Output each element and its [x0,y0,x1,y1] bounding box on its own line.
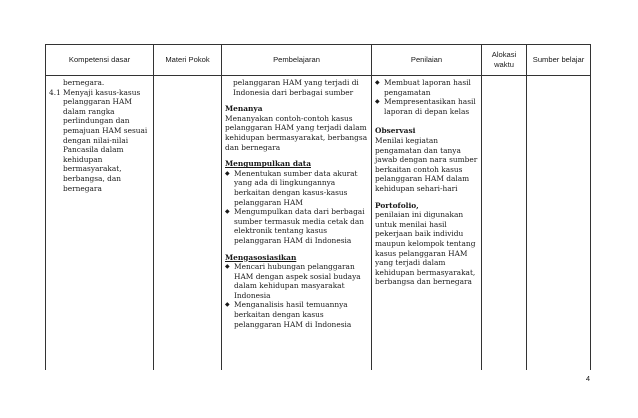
header-materi: Materi Pokok [154,45,222,76]
bullet-icon: ◆ [225,263,230,271]
alokasi-cell [482,76,527,371]
penilaian-cell [372,76,482,371]
sumber-cell [527,76,591,371]
bullet-icon: ◆ [375,98,380,106]
pembelajaran-cell [222,76,372,371]
mengasosiasikan-title: Mengasosiasikan [225,252,297,262]
kompetensi-continuation: bernegara. [63,78,105,87]
penilaian-item: ◆ Mempresentasikan hasil laporan di depan kelas [375,97,476,116]
header-sumber: Sumber belajar [527,45,591,76]
menanya-text: Menanyakan contoh-contoh kasus pelanggaran HAM yang terjadi dalam kehidupan bermasyarakat, berbangsa dan bernegara [225,113,368,152]
portofolio-text: penilaian ini digunakan untuk menilai hasil pekerjaan baik individu maupun kelompok tentang kasus pelanggaran HAM yang terjadi dalam kehidupan bermasyarakat, berbangsa dan bernegara [375,210,476,287]
bullet-icon: ◆ [225,301,230,309]
mengumpulkan-item: ◆ Menentukan sumber data akurat yang ada di lingkungannya berkaitan dengan kasus-kasus pelanggaran HAM [225,168,358,207]
mengumpulkan-title: Mengumpulkan data [225,159,311,169]
materi-cell [154,76,222,371]
header-pembelajaran: Pembelajaran [222,45,372,76]
mengasosiasikan-item: ◆ Mencari hubungan pelanggaran HAM dengan aspek sosial budaya dalam kehidupan masyarakat Indonesia [225,262,361,300]
kompetensi-number: 4.1 [49,87,61,97]
kompetensi-cell [46,76,154,371]
kompetensi-item [49,88,150,194]
bullet-icon: ◆ [375,79,380,86]
observasi-title: Observasi [375,126,416,136]
page-number: 4 [585,374,590,383]
bullet-icon: ◆ [225,208,230,216]
mengasosiasikan-item: ◆ Menganalisis hasil temuannya berkaitan dengan kasus pelanggaran HAM di Indonesia [225,300,352,329]
penilaian-item: ◆ Membuat laporan hasil pengamatan [375,78,471,97]
pembelajaran-intro: pelanggaran HAM yang terjadi di Indonesia dari berbagai sumber [233,78,359,97]
header-penilaian: Penilaian [372,45,482,76]
observasi-text: Menilai kegiatan pengamatan dan tanya jawab dengan nara sumber berkaitan contoh kasus pelanggaran HAM dalam kehidupan sehari-hari [375,135,478,193]
portofolio-title: Portofolio, [375,200,419,210]
kompetensi-text: Menyaji kasus-kasus pelanggaran HAM dalam rangka perlindungan dan pemajuan HAM sesuai dengan nilai-nilai Pancasila dalam kehidupan bermasyarakat, berbangsa, dan bernegara [63,87,148,193]
table-row [46,76,591,371]
table-header-row [46,45,591,76]
syllabus-table [45,44,591,370]
header-kompetensi: Kompetensi dasar [46,45,154,76]
mengumpulkan-item: ◆ Mengumpulkan data dari berbagai sumber termasuk media cetak dan elektronik tentang kasus pelanggaran HAM di Indonesia [225,207,365,245]
menanya-title: Menanya [225,104,263,114]
header-alokasi: Alokasi waktu [482,45,527,76]
bullet-icon: ◆ [225,169,230,177]
